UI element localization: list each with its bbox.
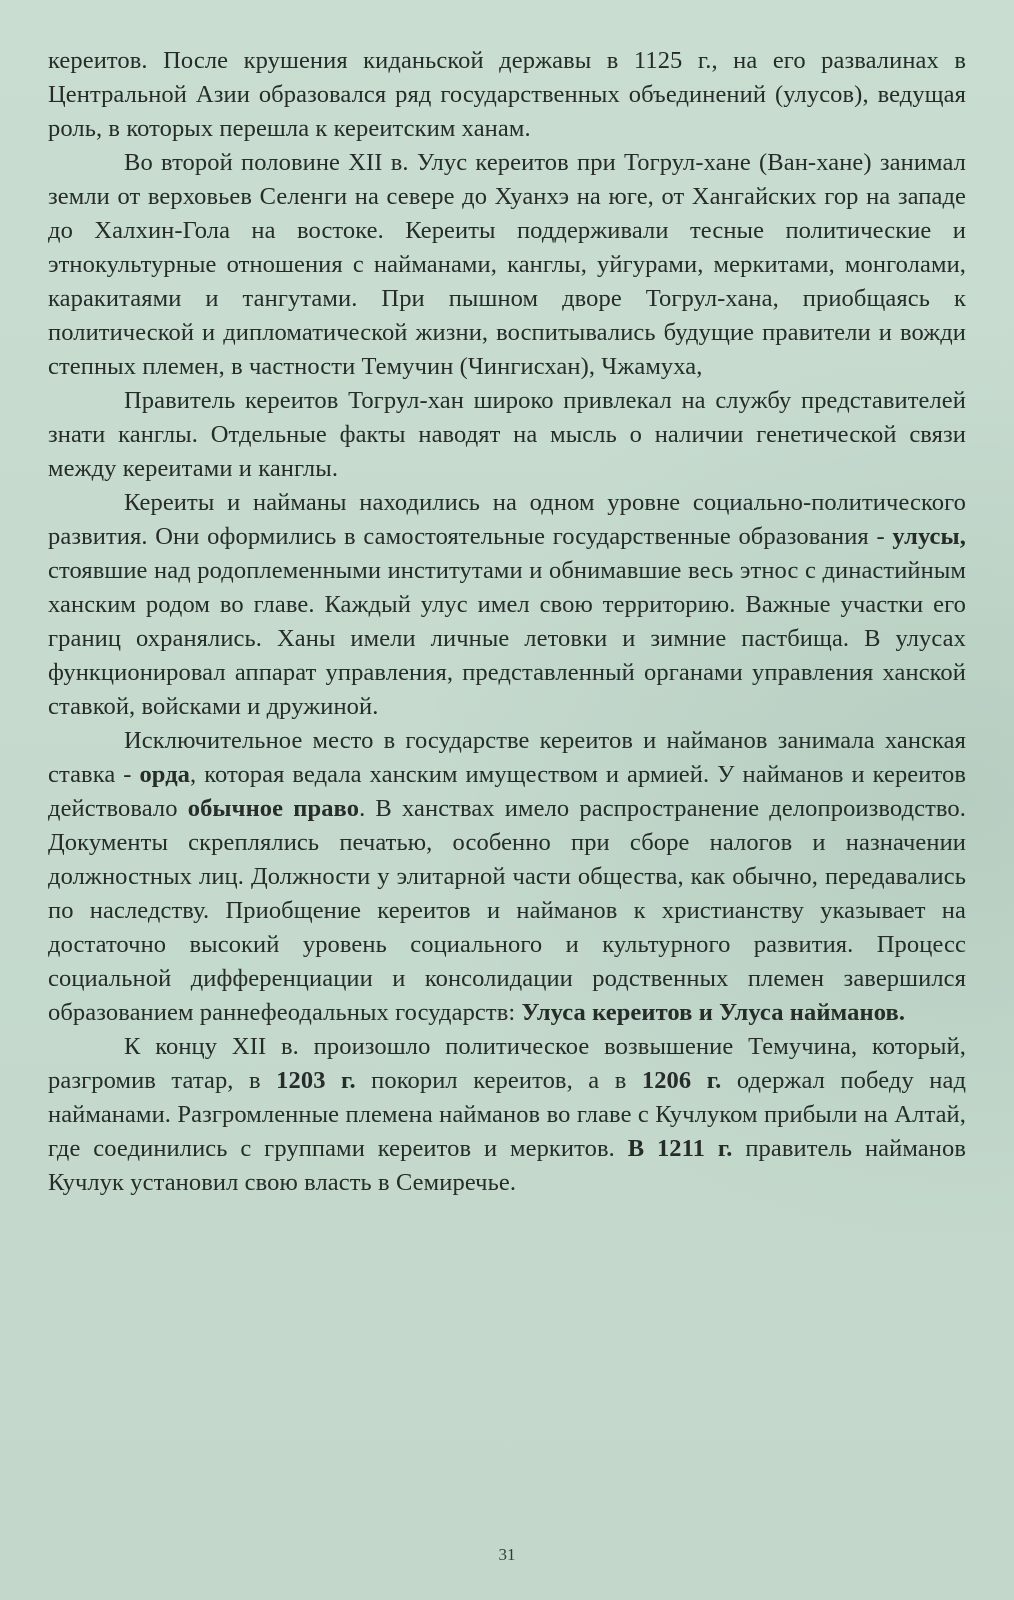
text-segment: , которая ведала ханским имуществом и армией. У найманов и кереитов действовало — [48, 761, 966, 822]
bold-term-orda: орда — [139, 761, 191, 788]
bold-term-ulusy: улусы, — [892, 523, 966, 550]
text-segment: Правитель кереитов Тогрул-хан широко привлекал на службу представителей знати канглы. Отдельные факты наводят на мысль о наличии генетической связи между кереитами и канглы. — [48, 387, 966, 482]
paragraph-4 — [48, 486, 966, 724]
text-segment: правитель найманов Кучлук установил свою власть в Семиречье. — [48, 1135, 966, 1196]
bold-date-1206: 1206 г. — [641, 1067, 722, 1094]
paragraph-6 — [48, 1030, 966, 1200]
text-segment: К концу XII в. произошло политическое возвышение Темучина, который, разгромив татар, в — [48, 1033, 966, 1094]
text-segment: кереитов. После крушения киданьской державы в 1125 г., на его развалинах в Центральной Азии образовался ряд государственных объединений (улусов), ведущая роль, в которых перешла к кереитским ханам. — [48, 47, 966, 142]
page-number: 31 — [498, 1545, 516, 1564]
text-segment: Во второй половине XII в. Улус кереитов при Тогрул-хане (Ван-хане) занимал земли от верховьев Селенги на севере до Хуанхэ на юге, от Хангайских гор на западе до Халхин-Гола на востоке. Кереиты поддерживали тесные политические и этнокультурные отношения с найманами, канглы, уйгурами, меркитами, монголами, каракитаями и тангутами. При пышном дворе Тогрул-хана, приобщаясь к политической и дипломатической жизни, воспитывались будущие правители и вожди степных племен, в частности Темучин (Чингисхан), Чжамуха, — [48, 149, 966, 380]
body-text — [48, 44, 966, 1200]
paragraph-1 — [48, 44, 966, 146]
paragraph-2 — [48, 146, 966, 384]
text-segment: Кереиты и найманы находились на одном уровне социально-политического развития. Они оформились в самостоятельные государственные образования - — [48, 489, 966, 550]
bold-term-customary-law: обычное право — [187, 795, 360, 822]
text-segment: покорил кереитов, а в — [355, 1067, 642, 1094]
paragraph-5 — [48, 724, 966, 1030]
text-segment: . В ханствах имело распространение делопроизводство. Документы скреплялись печатью, особенно при сборе налогов и назначении должностных лиц. Должности у элитарной части общества, как обычно, передавались по наследству. Приобщение кереитов и найманов к христианству указывает на достаточно высокий уровень социального и культурного развития. Процесс социальной дифференциации и консолидации родственных племен завершился образованием раннефеодальных государств: — [48, 795, 966, 1026]
paragraph-3 — [48, 384, 966, 486]
text-segment: одержал победу над найманами. Разгромленные племена найманов во главе с Кучлуком прибыли на Алтай, где соединились с группами кереитов и меркитов. — [48, 1067, 967, 1162]
bold-date-1211: В 1211 г. — [627, 1135, 733, 1162]
bold-term-states: Улуса кереитов и Улуса найманов. — [521, 999, 906, 1026]
text-segment: Исключительное место в государстве кереитов и найманов занимала ханская ставка - — [48, 727, 966, 788]
bold-date-1203: 1203 г. — [276, 1067, 356, 1094]
text-segment: стоявшие над родоплеменными институтами и обнимавшие весь этнос с династийным ханским родом во главе. Каждый улус имел свою территорию. Важные участки его границ охранялись. Ханы имели личные летовки и зимние пастбища. В улусах функционировал аппарат управления, представленный органами управления ханской ставкой, войсками и дружиной. — [48, 557, 966, 720]
